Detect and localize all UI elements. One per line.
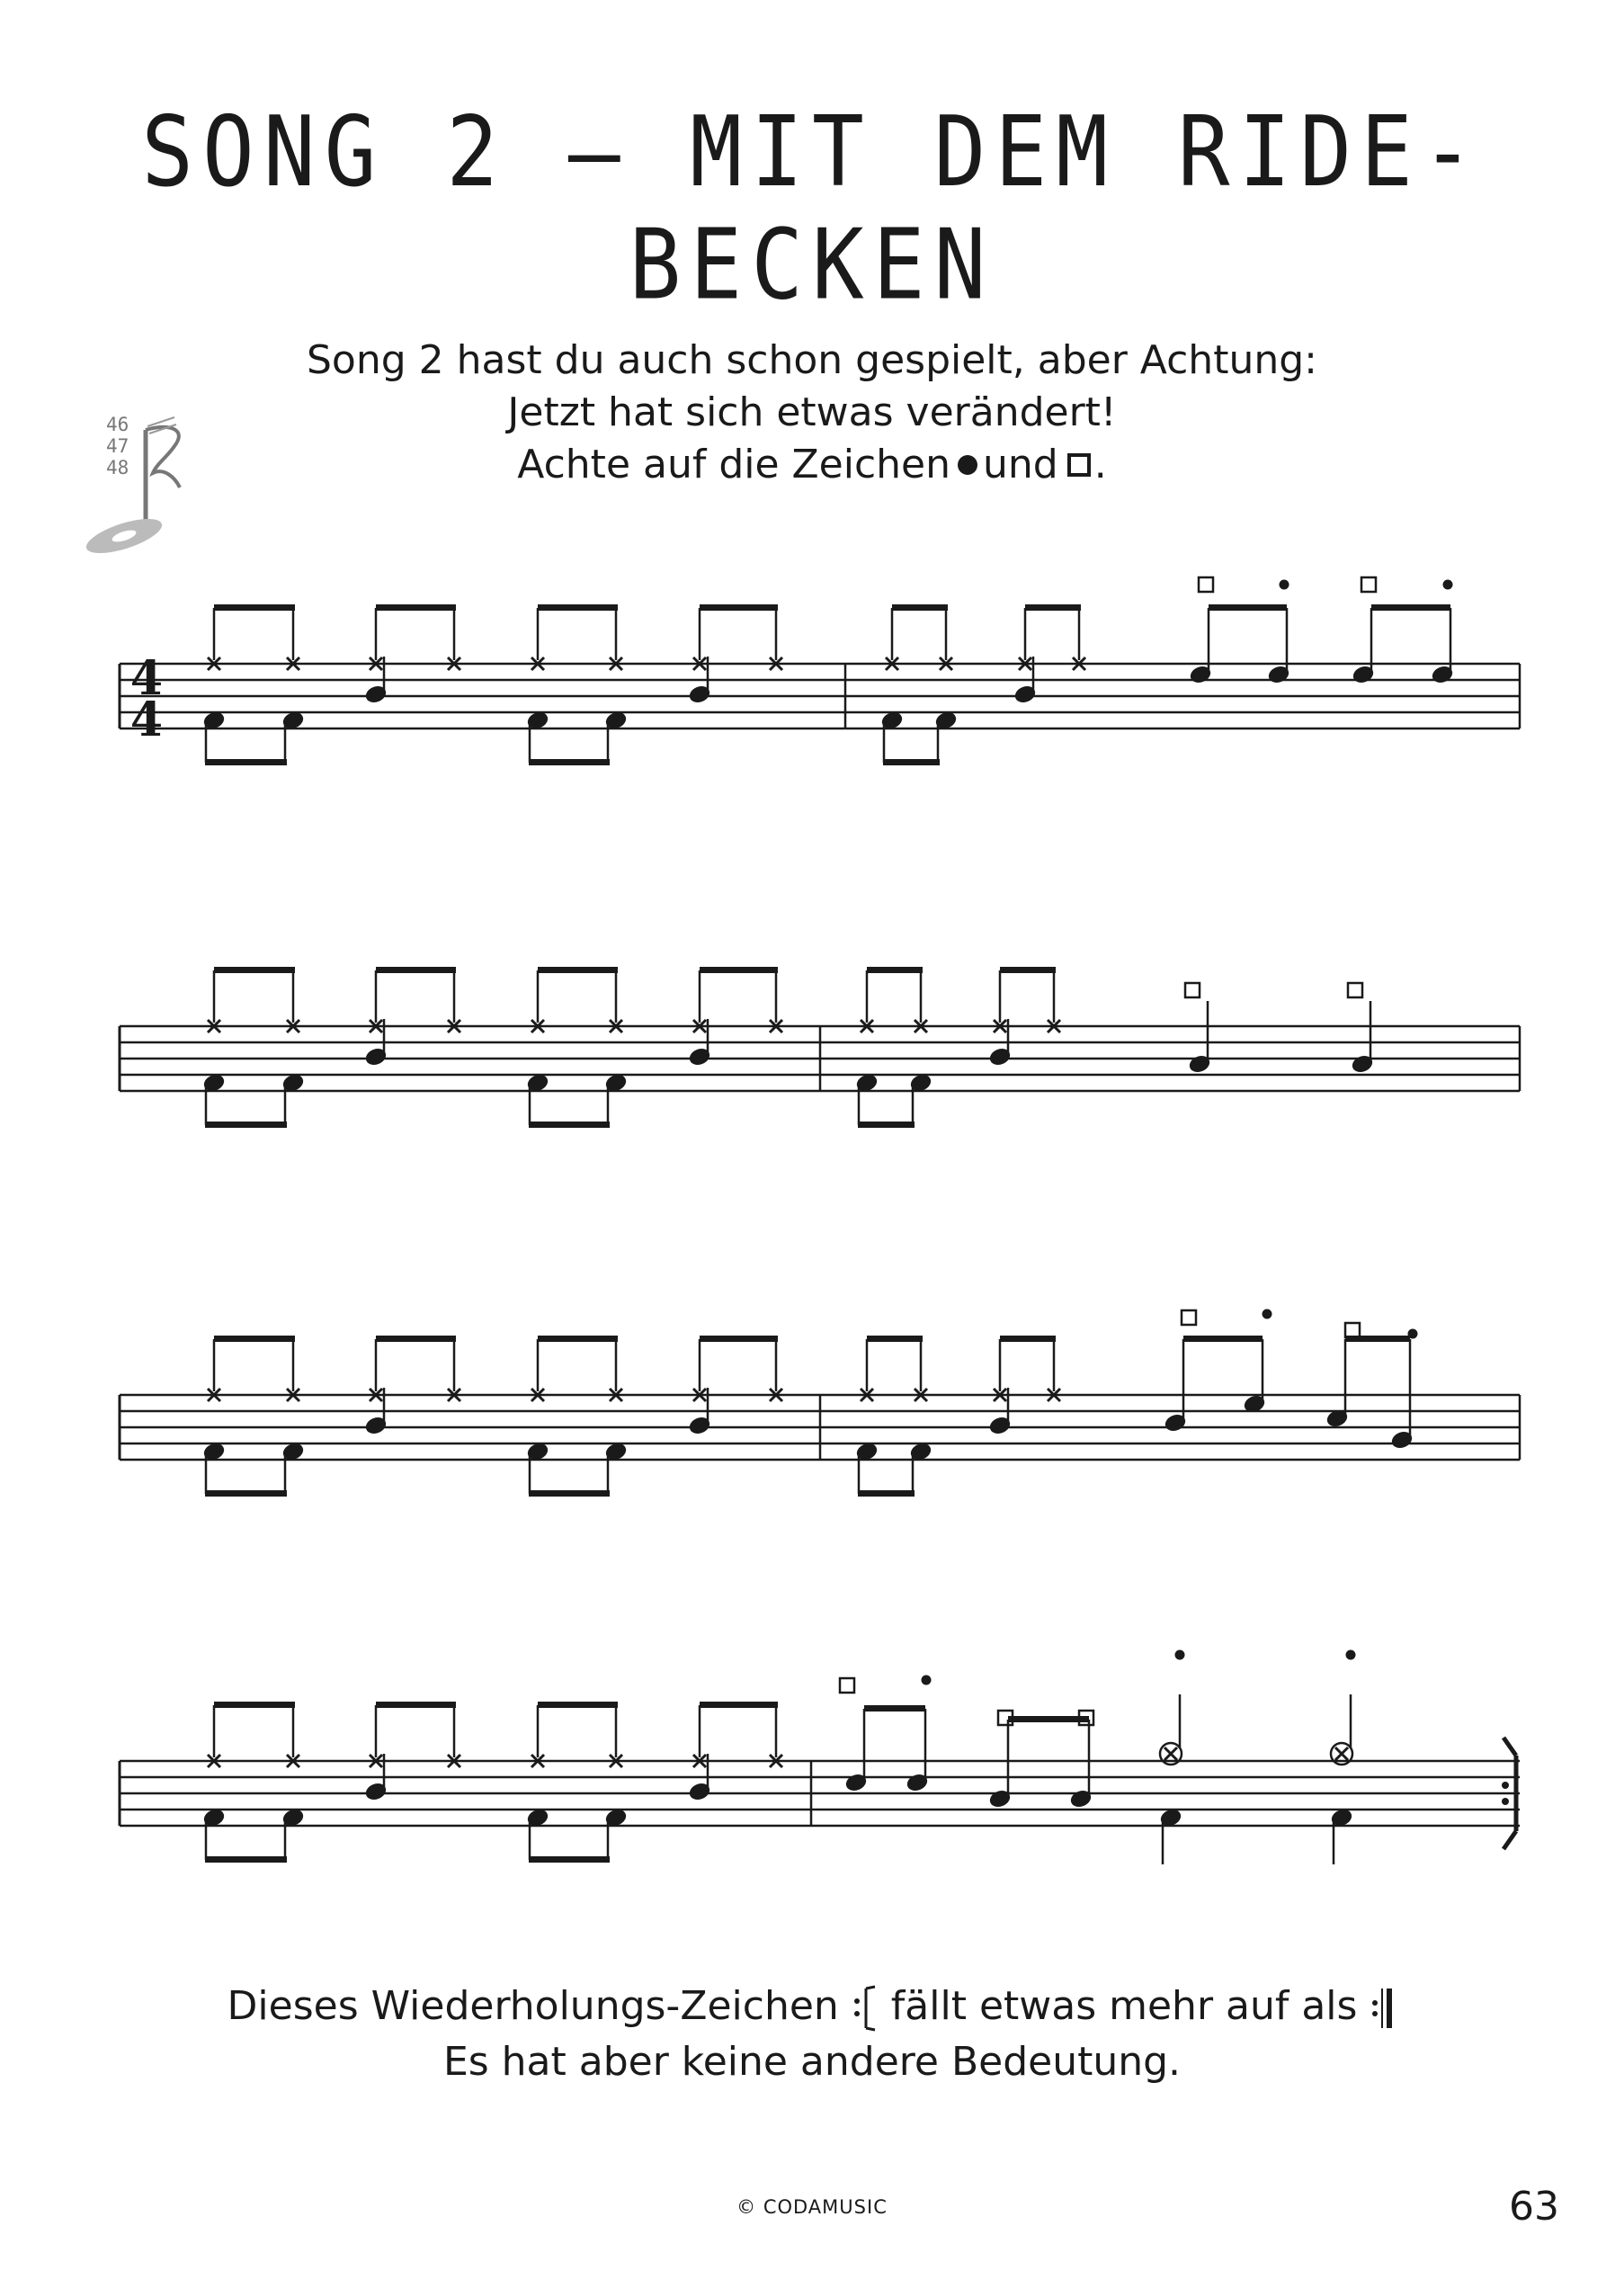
note-beam xyxy=(700,1702,778,1708)
note-beam xyxy=(529,759,610,765)
dot-marker xyxy=(1346,1650,1356,1660)
note-beam xyxy=(892,604,948,611)
note-beam xyxy=(700,967,778,973)
square-marker xyxy=(1345,1323,1360,1337)
note-beam xyxy=(538,967,618,973)
intro-line-3-after: . xyxy=(1093,442,1107,487)
track-number-3: 48 xyxy=(106,457,129,478)
intro-line-3-before: Achte auf die Zeichen xyxy=(517,442,951,487)
note-beam xyxy=(538,1702,618,1708)
note-beam xyxy=(538,1336,618,1342)
note-beam xyxy=(864,1705,925,1712)
note-beam xyxy=(205,759,287,765)
outro-line-2: Es hat aber keine andere Bedeutung. xyxy=(442,2039,1182,2085)
repeat-dot xyxy=(1502,1798,1509,1805)
note-beam xyxy=(1008,1716,1089,1722)
outro-line-1-middle: fällt etwas mehr auf als xyxy=(890,1983,1358,2029)
note-beam xyxy=(858,1490,915,1497)
note-beam xyxy=(1025,604,1081,611)
note-beam xyxy=(205,1856,287,1863)
note-beam xyxy=(529,1856,610,1863)
note-beam xyxy=(214,967,295,973)
bracket-repeat-sign-icon xyxy=(852,1985,879,2032)
note-beam xyxy=(883,759,940,765)
note-beam xyxy=(529,1490,610,1497)
note-beam xyxy=(205,1122,287,1128)
intro-line-3-middle: und xyxy=(983,442,1058,487)
dot-marker xyxy=(1263,1309,1272,1319)
note-beam xyxy=(538,604,618,611)
intro-line-2: Jetzt hat sich etwas verändert! xyxy=(507,389,1117,435)
dot-marker xyxy=(1408,1329,1418,1339)
time-signature-denominator: 4 xyxy=(129,693,164,747)
square-marker xyxy=(1199,577,1213,592)
note-beam xyxy=(376,967,456,973)
time-signature-numerator: 4 xyxy=(129,651,164,706)
note-beam xyxy=(867,1336,923,1342)
note-beam xyxy=(376,1702,456,1708)
note-beam xyxy=(1000,1336,1056,1342)
note-beam xyxy=(700,1336,778,1342)
square-marker xyxy=(1185,983,1200,997)
note-beam xyxy=(858,1122,915,1128)
note-beam xyxy=(1209,604,1287,611)
note-beam xyxy=(1371,604,1450,611)
note-beam xyxy=(205,1490,287,1497)
note-beam xyxy=(376,1336,456,1342)
dot-marker xyxy=(922,1676,932,1685)
note-beam xyxy=(1183,1336,1263,1342)
square-marker xyxy=(1348,983,1362,997)
outro-line-1-before: Dieses Wiederholungs-Zeichen xyxy=(227,1983,839,2029)
outro-line-1 xyxy=(0,1979,1624,2034)
outro-text xyxy=(0,1979,1624,2090)
note-beam xyxy=(214,1336,295,1342)
square-marker xyxy=(1182,1310,1196,1325)
note-beam xyxy=(867,967,923,973)
track-number-2: 47 xyxy=(106,435,129,457)
dot-marker xyxy=(1175,1650,1185,1660)
repeat-dot xyxy=(1502,1782,1509,1789)
note-beam xyxy=(700,604,778,611)
note-beam xyxy=(376,604,456,611)
page-title: SONG 2 – MIT DEM RIDE-BECKEN xyxy=(141,95,1483,322)
copyright: © CODAMUSIC xyxy=(736,2196,888,2218)
note-beam xyxy=(214,1702,295,1708)
plain-repeat-sign-icon xyxy=(1370,1985,1396,2032)
square-marker xyxy=(840,1678,854,1693)
note-beam xyxy=(529,1122,610,1128)
note-beam xyxy=(1000,967,1056,973)
dot-marker xyxy=(1280,580,1289,590)
dot-marker xyxy=(1443,580,1453,590)
note-beam xyxy=(214,604,295,611)
intro-line-1: Song 2 hast du auch schon gespielt, aber Achtung: xyxy=(307,337,1317,383)
page-number: 63 xyxy=(1509,2184,1559,2230)
square-marker xyxy=(1361,577,1376,592)
track-number-1: 46 xyxy=(106,414,129,435)
